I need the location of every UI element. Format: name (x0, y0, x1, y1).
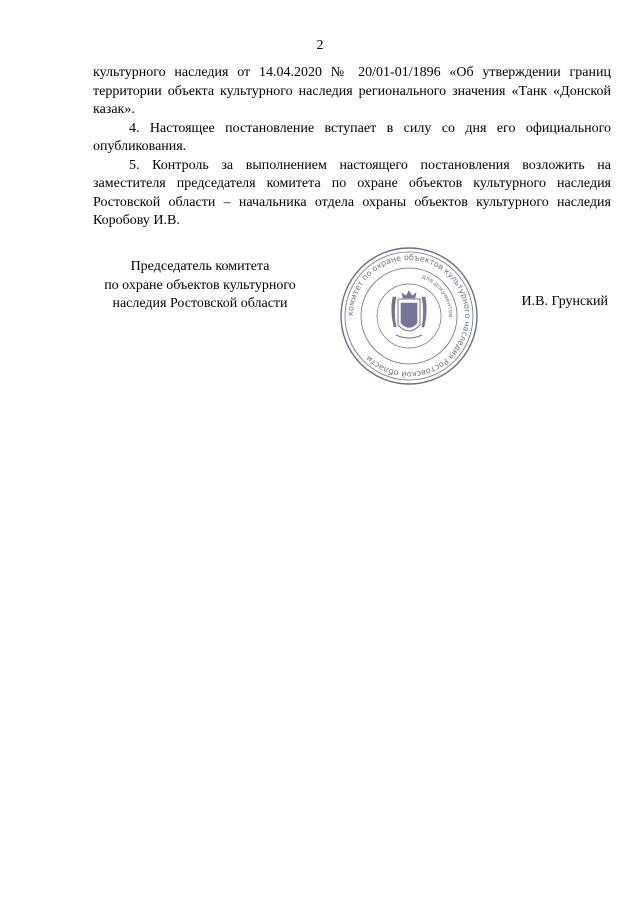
seal-outer-text: комитет по охране объектов культурного наследия Ростовской области (345, 252, 473, 380)
position-line-2: по охране объектов культурного (104, 277, 296, 293)
paragraph-continuation: культурного наследия от 14.04.2020 № 20/01-01/1896 «Об утверждении границ территории объекта культурного наследия регионального значения «Танк «Донской казак». (93, 65, 611, 117)
document-body (93, 64, 611, 231)
position-line-3: наследия Ростовской области (112, 296, 288, 311)
position-line-1: Председатель комитета (130, 259, 270, 274)
seal-inner-text: для документов (420, 273, 455, 318)
paragraph-4: 4. Настоящее постановление вступает в силу со дня его официального опубликования. (93, 120, 611, 154)
page-number: 2 (316, 38, 324, 53)
paragraph-5: 5. Контроль за выполнением настоящего постановления возложить на заместителя председателя комитета по охране объектов культурного наследия Ростовской области – начальника отдела охраны объектов культурного наследия Коробову И.В. (93, 157, 611, 228)
coat-of-arms-icon (392, 291, 427, 338)
official-seal (338, 245, 480, 387)
signer-name: И.В. Грунский (521, 294, 608, 309)
signature-position (80, 258, 320, 314)
